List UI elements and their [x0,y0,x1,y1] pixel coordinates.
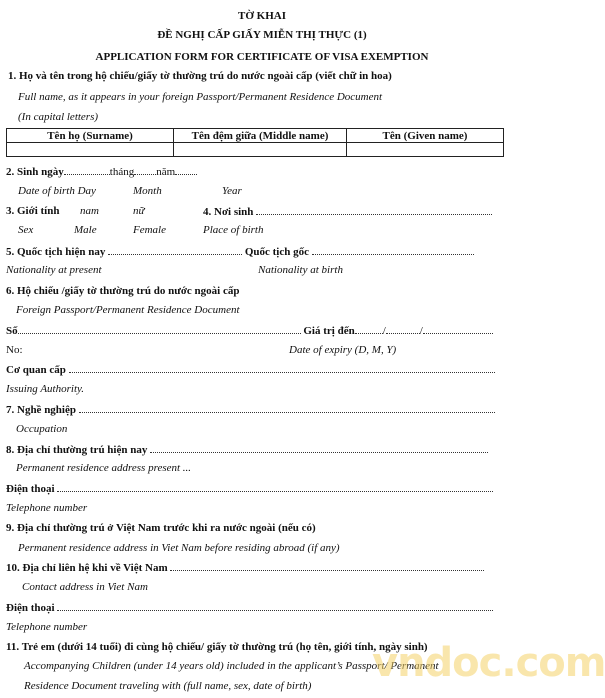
occupation-field[interactable] [79,403,495,413]
section-11-en-1: Accompanying Children (under 14 years old) included in the applicant’s Passport/ Permanent [24,660,439,672]
issuing-field[interactable] [69,363,495,373]
sex-female-option[interactable]: nữ [133,205,145,217]
phone-field-2[interactable] [57,601,493,611]
nationality-present-label: 5. Quốc tịch hiện nay [6,246,106,258]
middle-name-cell[interactable] [174,143,347,157]
pob-label: 4. Nơi sinh [203,206,254,218]
section-9-label: 9. Địa chỉ thường trú ở Việt Nam trước khi ra nước ngoài (nếu có) [6,522,316,534]
passport-no-label: Số [6,325,18,337]
nationality-birth-field[interactable] [312,245,474,255]
dob-year-field[interactable] [175,165,197,175]
phone-row-2 [6,601,493,615]
sex-en: Sex [18,224,34,236]
pob-en: Place of birth [203,224,264,236]
form-title-vi: TỜ KHAI [238,10,286,22]
dob-label: 2. Sinh ngày [6,166,64,178]
passport-row: Số Giá trị đến / / [6,324,493,338]
female-en: Female [133,224,166,236]
dob-row [6,165,197,179]
name-table [6,128,504,157]
contact-address-row [6,561,484,575]
address-present-field[interactable] [150,443,488,453]
col-middle-name: Tên đệm giữa (Middle name) [174,129,347,143]
contact-address-en: Contact address in Viet Nam [22,581,148,593]
section-6-title: 6. Hộ chiếu /giấy tờ thường trú do nước ngoài cấp [6,285,240,297]
sex-male-option[interactable]: nam [80,205,99,217]
phone-row-1 [6,482,493,496]
dob-month-label: tháng [109,166,135,178]
expiry-en: Date of expiry (D, M, Y) [289,344,397,356]
expiry-month-field[interactable] [386,324,420,334]
expiry-day-field[interactable] [355,324,383,334]
section-9-en: Permanent residence address in Viet Nam before residing abroad (if any) [18,542,340,554]
address-present-label: 8. Địa chỉ thường trú hiện nay [6,444,148,456]
nationality-birth-en: Nationality at birth [258,264,343,276]
phone-en-1: Telephone number [6,502,88,514]
dob-year-en: Year [222,185,242,197]
section-11-label: 11. Trẻ em (dưới 14 tuổi) đi cùng hộ chiếu/ giấy tờ thường trú (họ tên, giới tính, ngày sinh) [6,641,428,653]
section-1-en-caps: (In capital letters) [18,111,99,123]
form-subtitle-en: APPLICATION FORM FOR CERTIFICATE OF VISA EXEMPTION [95,51,429,63]
phone-field-1[interactable] [57,482,493,492]
contact-address-label: 10. Địa chỉ liên hệ khi về Việt Nam [6,562,168,574]
passport-no-en: No: [6,344,23,356]
pob-row [203,205,492,219]
dob-day-field[interactable] [64,165,110,175]
expiry-year-field[interactable] [423,324,493,334]
section-1-en: Full name, as it appears in your foreign Passport/Permanent Residence Document [18,91,383,103]
issuing-label: Cơ quan cấp [6,364,66,376]
nationality-present-field[interactable] [108,245,242,255]
section-11-en-2: Residence Document traveling with (full name, sex, date of birth) [24,680,312,692]
issuing-row [6,363,495,377]
form-subtitle-vi: ĐỀ NGHỊ CẤP GIẤY MIỄN THỊ THỰC (1) [157,29,367,41]
section-1-title: 1. Họ và tên trong hộ chiếu/giấy tờ thường trú do nước ngoài cấp (viết chữ in hoa) [8,70,392,82]
section-6-en: Foreign Passport/Permanent Residence Document [16,304,240,316]
male-en: Male [74,224,97,236]
phone-label-2: Điện thoại [6,602,55,614]
address-present-en: Permanent residence address present ... [16,462,192,474]
col-given-name: Tên (Given name) [347,129,504,143]
pob-field[interactable] [256,205,492,215]
watermark-logo: vndoc.com [372,640,605,686]
dob-year-label: năm [156,166,176,178]
passport-no-field[interactable] [18,324,301,334]
nationality-row [6,245,474,259]
address-present-row [6,443,488,457]
occupation-label: 7. Nghề nghiệp [6,404,76,416]
occupation-en: Occupation [16,423,68,435]
phone-label-1: Điện thoại [6,483,55,495]
surname-cell[interactable] [7,143,174,157]
sex-label: 3. Giới tính [6,205,60,217]
nationality-birth-label: Quốc tịch gốc [244,246,309,258]
given-name-cell[interactable] [347,143,504,157]
expiry-label: Giá trị đến [303,325,355,337]
nationality-present-en: Nationality at present [6,264,102,276]
phone-en-2: Telephone number [6,621,88,633]
dob-month-en: Month [133,185,162,197]
occupation-row [6,403,495,417]
contact-address-field[interactable] [170,561,484,571]
dob-day-en: Date of birth Day [18,185,96,197]
dob-month-field[interactable] [134,165,156,175]
col-surname: Tên họ (Surname) [7,129,174,143]
issuing-en: Issuing Authority. [6,383,85,395]
